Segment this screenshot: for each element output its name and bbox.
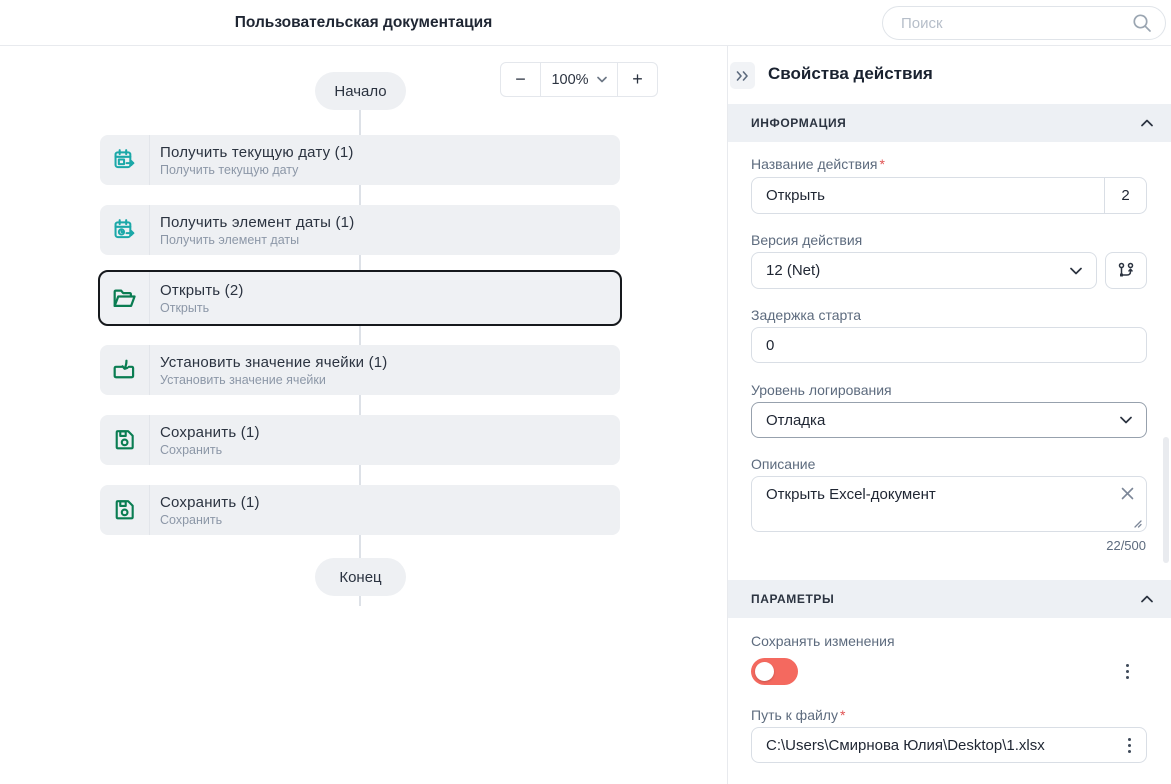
action-version-label: Версия действия (751, 232, 863, 248)
chevron-down-icon (1120, 416, 1132, 424)
page-title: Пользовательская документация (234, 14, 493, 31)
node-title: Получить текущую дату (1) (160, 143, 354, 161)
file-path-input[interactable] (752, 728, 1120, 762)
start-label: Начало (334, 82, 387, 100)
start-delay-input[interactable] (752, 328, 1146, 362)
flow-node-save[interactable] (100, 415, 620, 465)
action-name-count-badge: 2 (1104, 178, 1146, 213)
file-path-menu-button[interactable] (1120, 733, 1138, 757)
branch-versions-icon (1116, 261, 1136, 281)
search-icon[interactable] (1131, 12, 1153, 34)
node-title: Сохранить (1) (160, 493, 260, 511)
file-path-field (751, 727, 1147, 763)
calendar-clock-icon (100, 205, 150, 255)
description-field (751, 476, 1147, 532)
save-changes-toggle[interactable] (751, 658, 798, 685)
file-path-label: Путь к файлу * (751, 707, 846, 723)
action-name-input[interactable] (752, 178, 1104, 213)
end-label: Конец (339, 568, 382, 586)
node-title: Открыть (2) (160, 281, 244, 299)
zoom-level-select[interactable] (541, 63, 617, 96)
chevron-down-icon (597, 76, 607, 83)
search-input[interactable] (901, 15, 1131, 32)
clear-description-icon[interactable] (1121, 487, 1134, 500)
node-subtitle: Получить элемент даты (160, 232, 300, 247)
panel-title: Свойства действия (768, 64, 933, 83)
flow-node-open-selected[interactable] (98, 270, 622, 326)
cell-set-icon (100, 345, 150, 395)
node-title: Сохранить (1) (160, 423, 260, 441)
double-chevron-right-icon (736, 71, 749, 81)
flow-node-save-2[interactable] (100, 485, 620, 535)
panel-collapse-button[interactable] (730, 62, 755, 89)
chevron-down-icon (1070, 267, 1082, 275)
char-counter: 22/500 (1106, 538, 1146, 553)
resize-handle[interactable] (1132, 518, 1142, 528)
save-icon (100, 485, 150, 535)
node-title: Получить элемент даты (1) (160, 213, 355, 231)
chevron-up-icon (1141, 119, 1153, 127)
node-subtitle: Получить текущую дату (160, 162, 299, 177)
action-name-label: Название действия * (751, 156, 885, 172)
section-information-label: ИНФОРМАЦИЯ (751, 116, 847, 130)
zoom-level-value: 100% (551, 71, 589, 88)
flow-end-node[interactable] (315, 558, 406, 596)
section-parameters-label: ПАРАМЕТРЫ (751, 592, 835, 606)
flow-node-get-date-part[interactable] (100, 205, 620, 255)
save-changes-label: Сохранять изменения (751, 633, 895, 649)
save-icon (100, 415, 150, 465)
flow-node-set-cell-value[interactable] (100, 345, 620, 395)
action-version-value: 12 (Net) (766, 262, 821, 279)
required-asterisk: * (879, 156, 885, 172)
chevron-up-icon (1141, 595, 1153, 603)
calendar-export-icon (100, 135, 150, 185)
log-level-select[interactable] (751, 402, 1147, 438)
flow-start-node[interactable] (315, 72, 406, 110)
panel-scrollbar[interactable] (1163, 437, 1169, 563)
node-title: Установить значение ячейки (1) (160, 353, 388, 371)
description-textarea[interactable] (752, 477, 1146, 531)
top-bar (0, 0, 1171, 46)
toggle-knob (755, 662, 774, 681)
section-information[interactable] (728, 104, 1171, 142)
flow-canvas (0, 46, 727, 784)
folder-open-icon (100, 272, 150, 324)
zoom-toolbar (500, 62, 658, 97)
zoom-in-button[interactable]: + (617, 63, 657, 96)
node-subtitle: Сохранить (160, 442, 223, 457)
log-level-value: Отладка (766, 411, 826, 429)
zoom-out-button[interactable]: − (501, 63, 541, 96)
section-parameters[interactable] (728, 580, 1171, 618)
required-asterisk: * (839, 707, 846, 723)
description-label: Описание (751, 456, 816, 472)
node-subtitle: Установить значение ячейки (160, 372, 326, 387)
node-subtitle: Сохранить (160, 512, 223, 527)
properties-panel (727, 46, 1171, 784)
save-changes-menu-button[interactable] (1118, 659, 1136, 683)
node-subtitle: Открыть (160, 300, 210, 315)
action-name-field (751, 177, 1147, 214)
flow-node-get-current-date[interactable] (100, 135, 620, 185)
start-delay-field (751, 327, 1147, 363)
search-box[interactable] (882, 6, 1166, 40)
start-delay-label: Задержка старта (751, 307, 862, 323)
version-history-button[interactable] (1105, 252, 1147, 289)
action-version-select[interactable] (751, 252, 1097, 289)
log-level-label: Уровень логирования (751, 382, 892, 398)
